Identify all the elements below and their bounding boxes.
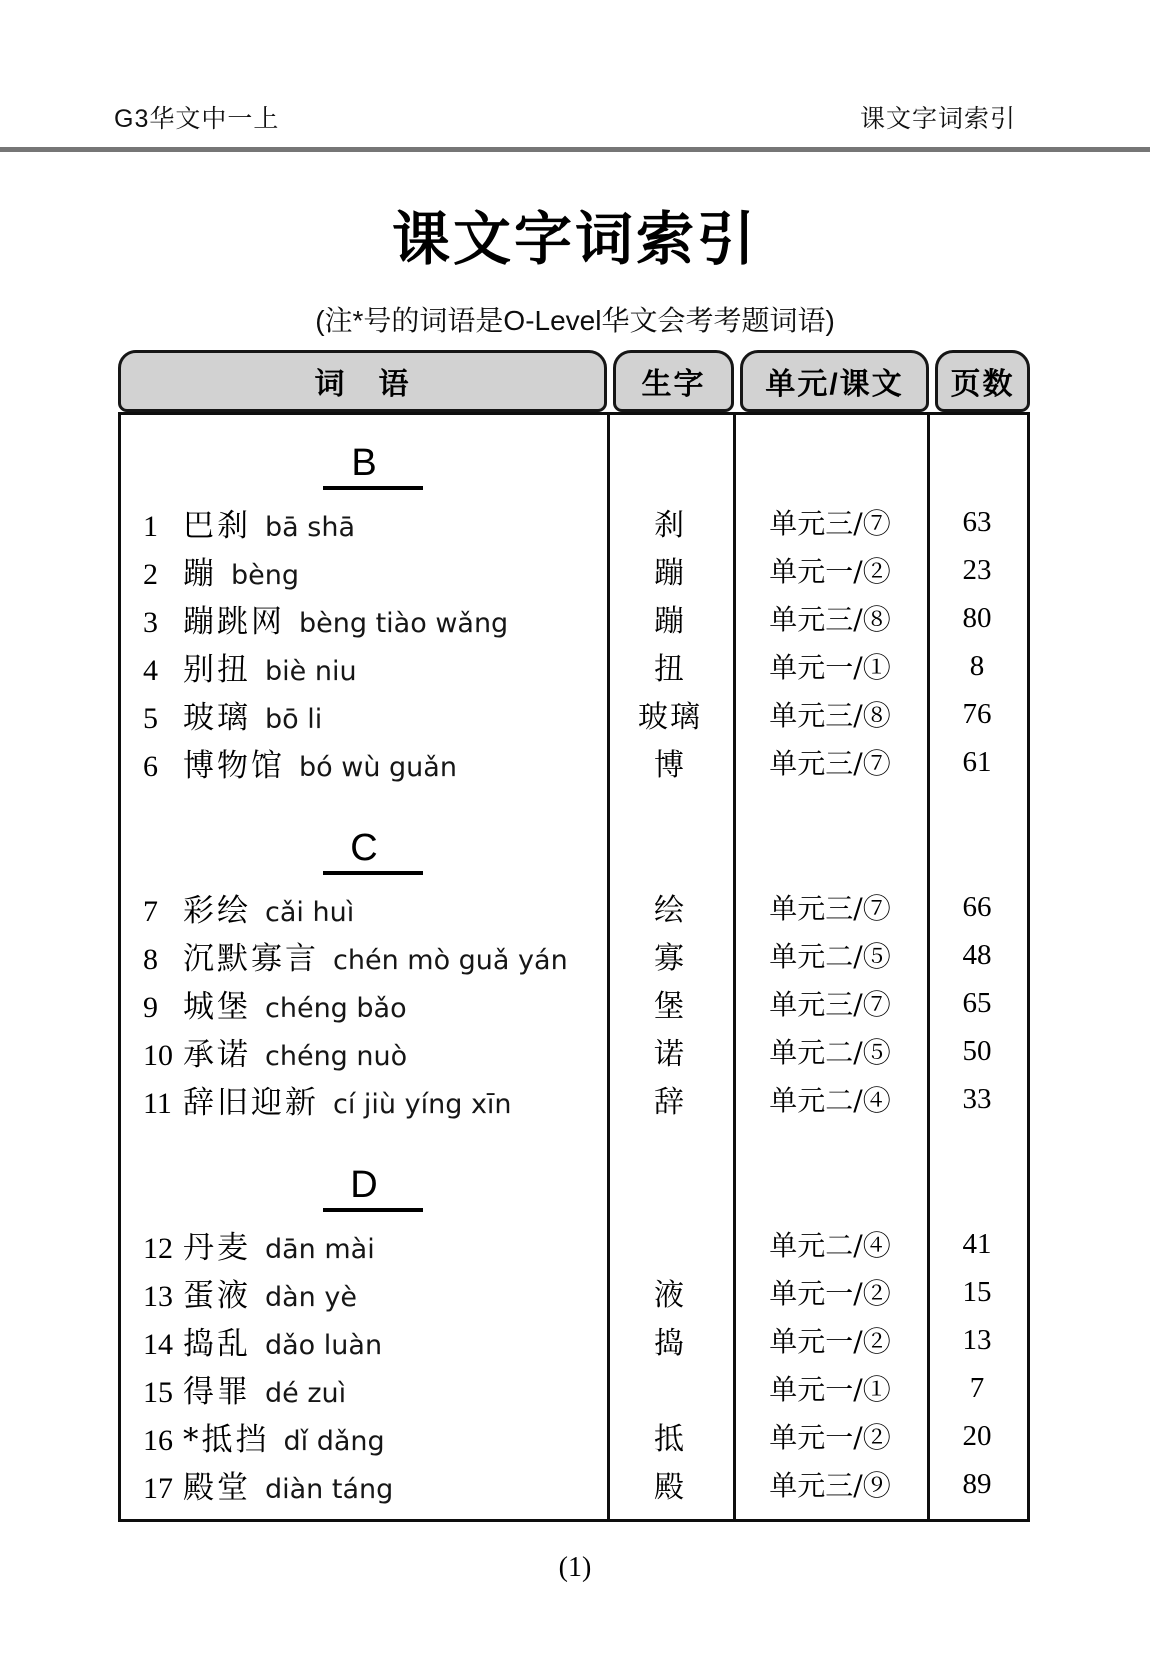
table-row (121, 883, 1027, 931)
page-number-cell: 63 (962, 505, 992, 538)
column-divider (607, 415, 610, 1519)
word-hanzi: 蛋液 (183, 1277, 251, 1314)
entry-number: 9 (143, 990, 158, 1024)
word-hanzi: 丹麦 (183, 1229, 251, 1266)
new-char-cell: 扭 (654, 652, 686, 687)
unit-lesson-cell: 单元一/② (769, 1325, 891, 1358)
section-underline (323, 871, 423, 875)
column-header-word: 词 语 (118, 350, 607, 412)
entry-number: 10 (143, 1038, 173, 1072)
table-row (121, 979, 1027, 1027)
page-number-cell: 50 (962, 1034, 992, 1067)
unit-lesson-cell: 单元三/⑦ (769, 892, 891, 925)
entry-number: 1 (143, 509, 158, 543)
word-pinyin: chéng nuò (265, 1040, 408, 1072)
table-row (121, 642, 1027, 690)
word-cell (121, 1077, 607, 1122)
index-section-B (121, 441, 1027, 786)
word-cell (121, 644, 607, 689)
section-underline (323, 1208, 423, 1212)
word-cell (121, 500, 607, 545)
word-pinyin: dǐ dǎng (283, 1425, 385, 1457)
unit-lesson-cell: 单元三/⑦ (769, 988, 891, 1021)
table-row (121, 1220, 1027, 1268)
word-pinyin: dé zuì (265, 1377, 347, 1409)
word-pinyin: cí jiù yíng xīn (333, 1088, 512, 1120)
entry-number: 17 (143, 1471, 173, 1505)
page-number-cell: 65 (962, 986, 992, 1019)
new-char-cell: 辞 (654, 1085, 686, 1120)
word-hanzi: 沉默寡言 (183, 940, 319, 977)
unit-lesson-cell: 单元一/① (769, 1373, 891, 1406)
table-row (121, 498, 1027, 546)
page-number-cell: 76 (962, 697, 992, 730)
table-row (121, 1268, 1027, 1316)
entry-number: 13 (143, 1279, 173, 1313)
word-pinyin: biè niu (265, 655, 357, 687)
word-cell (121, 1318, 607, 1363)
entry-number: 8 (143, 942, 158, 976)
index-section-D (121, 1163, 1027, 1508)
table-row (121, 1364, 1027, 1412)
new-char-cell: 殿 (654, 1470, 686, 1505)
word-cell (121, 692, 607, 737)
table-row (121, 594, 1027, 642)
header-rule (0, 147, 1150, 152)
word-cell (121, 981, 607, 1026)
entry-number: 2 (143, 557, 158, 591)
new-char-cell: 寡 (654, 941, 686, 976)
page-number-cell: 7 (969, 1371, 985, 1404)
page-number-cell: 13 (962, 1323, 992, 1356)
unit-lesson-cell: 单元一/② (769, 555, 891, 588)
word-pinyin: dǎo luàn (265, 1329, 383, 1361)
word-cell (121, 1414, 607, 1459)
page-number-cell: 66 (962, 890, 992, 923)
word-cell (121, 933, 607, 978)
word-pinyin: chéng bǎo (265, 992, 407, 1024)
column-divider (733, 415, 736, 1519)
page-number-cell: 48 (962, 938, 992, 971)
new-char-cell: 抵 (654, 1422, 686, 1457)
new-char-cell: 液 (654, 1278, 686, 1313)
word-pinyin: bó wù guǎn (299, 751, 457, 783)
word-hanzi: 蹦 (183, 555, 217, 592)
unit-lesson-cell: 单元三/⑦ (769, 747, 891, 780)
running-header-right: 课文字词索引 (859, 105, 1016, 133)
unit-lesson-cell: 单元三/⑦ (769, 507, 891, 540)
unit-lesson-cell: 单元一/② (769, 1421, 891, 1454)
unit-lesson-cell: 单元二/⑤ (769, 940, 891, 973)
new-char-cell: 堡 (654, 989, 686, 1024)
word-pinyin: bā shā (265, 511, 355, 543)
entry-number: 4 (143, 653, 158, 687)
entry-number: 16 (143, 1423, 173, 1457)
page-title: 课文字词索引 (391, 207, 758, 272)
page-number-cell: 80 (962, 601, 992, 634)
page-number-cell: 41 (962, 1227, 992, 1260)
new-char-cell: 绘 (654, 893, 686, 928)
word-hanzi: *抵挡 (183, 1421, 270, 1458)
word-cell (121, 1029, 607, 1074)
word-cell (121, 1270, 607, 1315)
unit-lesson-cell: 单元二/④ (769, 1084, 891, 1117)
word-hanzi: 蹦跳网 (183, 603, 285, 640)
page-number-cell: 61 (962, 745, 992, 778)
word-pinyin: chén mò guǎ yán (333, 944, 568, 976)
word-pinyin: dàn yè (265, 1281, 357, 1313)
page-number-cell: 89 (962, 1467, 992, 1500)
new-char-cell: 蹦 (654, 556, 686, 591)
table-row (121, 1460, 1027, 1508)
unit-lesson-cell: 单元三/⑧ (769, 699, 891, 732)
word-pinyin: bèng tiào wǎng (299, 607, 509, 639)
table-row (121, 738, 1027, 786)
running-header (114, 99, 1016, 135)
word-hanzi: 承诺 (183, 1036, 251, 1073)
table-header (118, 350, 1030, 412)
table-row (121, 1412, 1027, 1460)
entry-number: 14 (143, 1327, 173, 1361)
word-cell (121, 548, 607, 593)
word-cell (121, 1366, 607, 1411)
word-hanzi: 别扭 (183, 651, 251, 688)
section-underline (323, 486, 423, 490)
word-pinyin: cǎi huì (265, 896, 355, 928)
entry-number: 12 (143, 1231, 173, 1265)
entry-number: 7 (143, 894, 158, 928)
entry-number: 5 (143, 701, 158, 735)
word-hanzi: 巴刹 (183, 507, 251, 544)
unit-lesson-cell: 单元三/⑧ (769, 603, 891, 636)
entry-number: 15 (143, 1375, 173, 1409)
unit-lesson-cell: 单元三/⑨ (769, 1469, 891, 1502)
word-hanzi: 殿堂 (183, 1469, 251, 1506)
word-hanzi: 捣乱 (183, 1325, 251, 1362)
word-cell (121, 596, 607, 641)
running-header-left: G3华文中一上 (114, 105, 280, 133)
page-number-cell: 20 (962, 1419, 992, 1452)
word-cell (121, 740, 607, 785)
column-header-page: 页数 (935, 350, 1030, 412)
table-row (121, 546, 1027, 594)
word-hanzi: 得罪 (183, 1373, 251, 1410)
word-pinyin: bèng (231, 559, 300, 591)
column-header-unit: 单元/课文 (740, 350, 929, 412)
page-subtitle: (注*号的词语是O-Level华文会考考题词语) (315, 305, 835, 336)
word-cell (121, 1462, 607, 1507)
new-char-cell: 刹 (654, 508, 686, 543)
word-pinyin: bō li (265, 703, 323, 735)
section-letter: C (350, 827, 378, 869)
index-section-C (121, 826, 1027, 1123)
new-char-cell: 蹦 (654, 604, 686, 639)
entry-number: 3 (143, 605, 158, 639)
word-hanzi: 玻璃 (183, 699, 251, 736)
new-char-cell: 玻璃 (638, 700, 702, 735)
new-char-cell: 博 (654, 748, 686, 783)
table-body (118, 412, 1030, 1522)
unit-lesson-cell: 单元一/② (769, 1277, 891, 1310)
word-hanzi: 博物馆 (183, 747, 285, 784)
entry-number: 11 (143, 1086, 172, 1120)
word-hanzi: 辞旧迎新 (183, 1084, 319, 1121)
word-hanzi: 城堡 (183, 988, 251, 1025)
section-letter: B (351, 442, 377, 484)
word-pinyin: dān mài (265, 1233, 375, 1265)
word-pinyin: diàn táng (265, 1473, 394, 1505)
word-hanzi: 彩绘 (183, 892, 251, 929)
new-char-cell: 捣 (654, 1326, 686, 1361)
section-letter: D (350, 1164, 378, 1206)
table-row (121, 1316, 1027, 1364)
page-number: (1) (558, 1552, 592, 1583)
table-row (121, 1075, 1027, 1123)
column-header-newchar: 生字 (613, 350, 734, 412)
page-number-cell: 8 (969, 649, 985, 682)
word-cell (121, 885, 607, 930)
page-number-cell: 23 (962, 553, 992, 586)
table-body-rows (121, 441, 1027, 1508)
column-divider (927, 415, 930, 1519)
word-cell (121, 1222, 607, 1267)
page-number-cell: 15 (962, 1275, 992, 1308)
unit-lesson-cell: 单元二/⑤ (769, 1036, 891, 1069)
table-row (121, 690, 1027, 738)
table-row (121, 931, 1027, 979)
new-char-cell: 诺 (654, 1037, 686, 1072)
page-number-cell: 33 (962, 1082, 992, 1115)
table-row (121, 1027, 1027, 1075)
unit-lesson-cell: 单元一/① (769, 651, 891, 684)
unit-lesson-cell: 单元二/④ (769, 1229, 891, 1262)
entry-number: 6 (143, 749, 158, 783)
